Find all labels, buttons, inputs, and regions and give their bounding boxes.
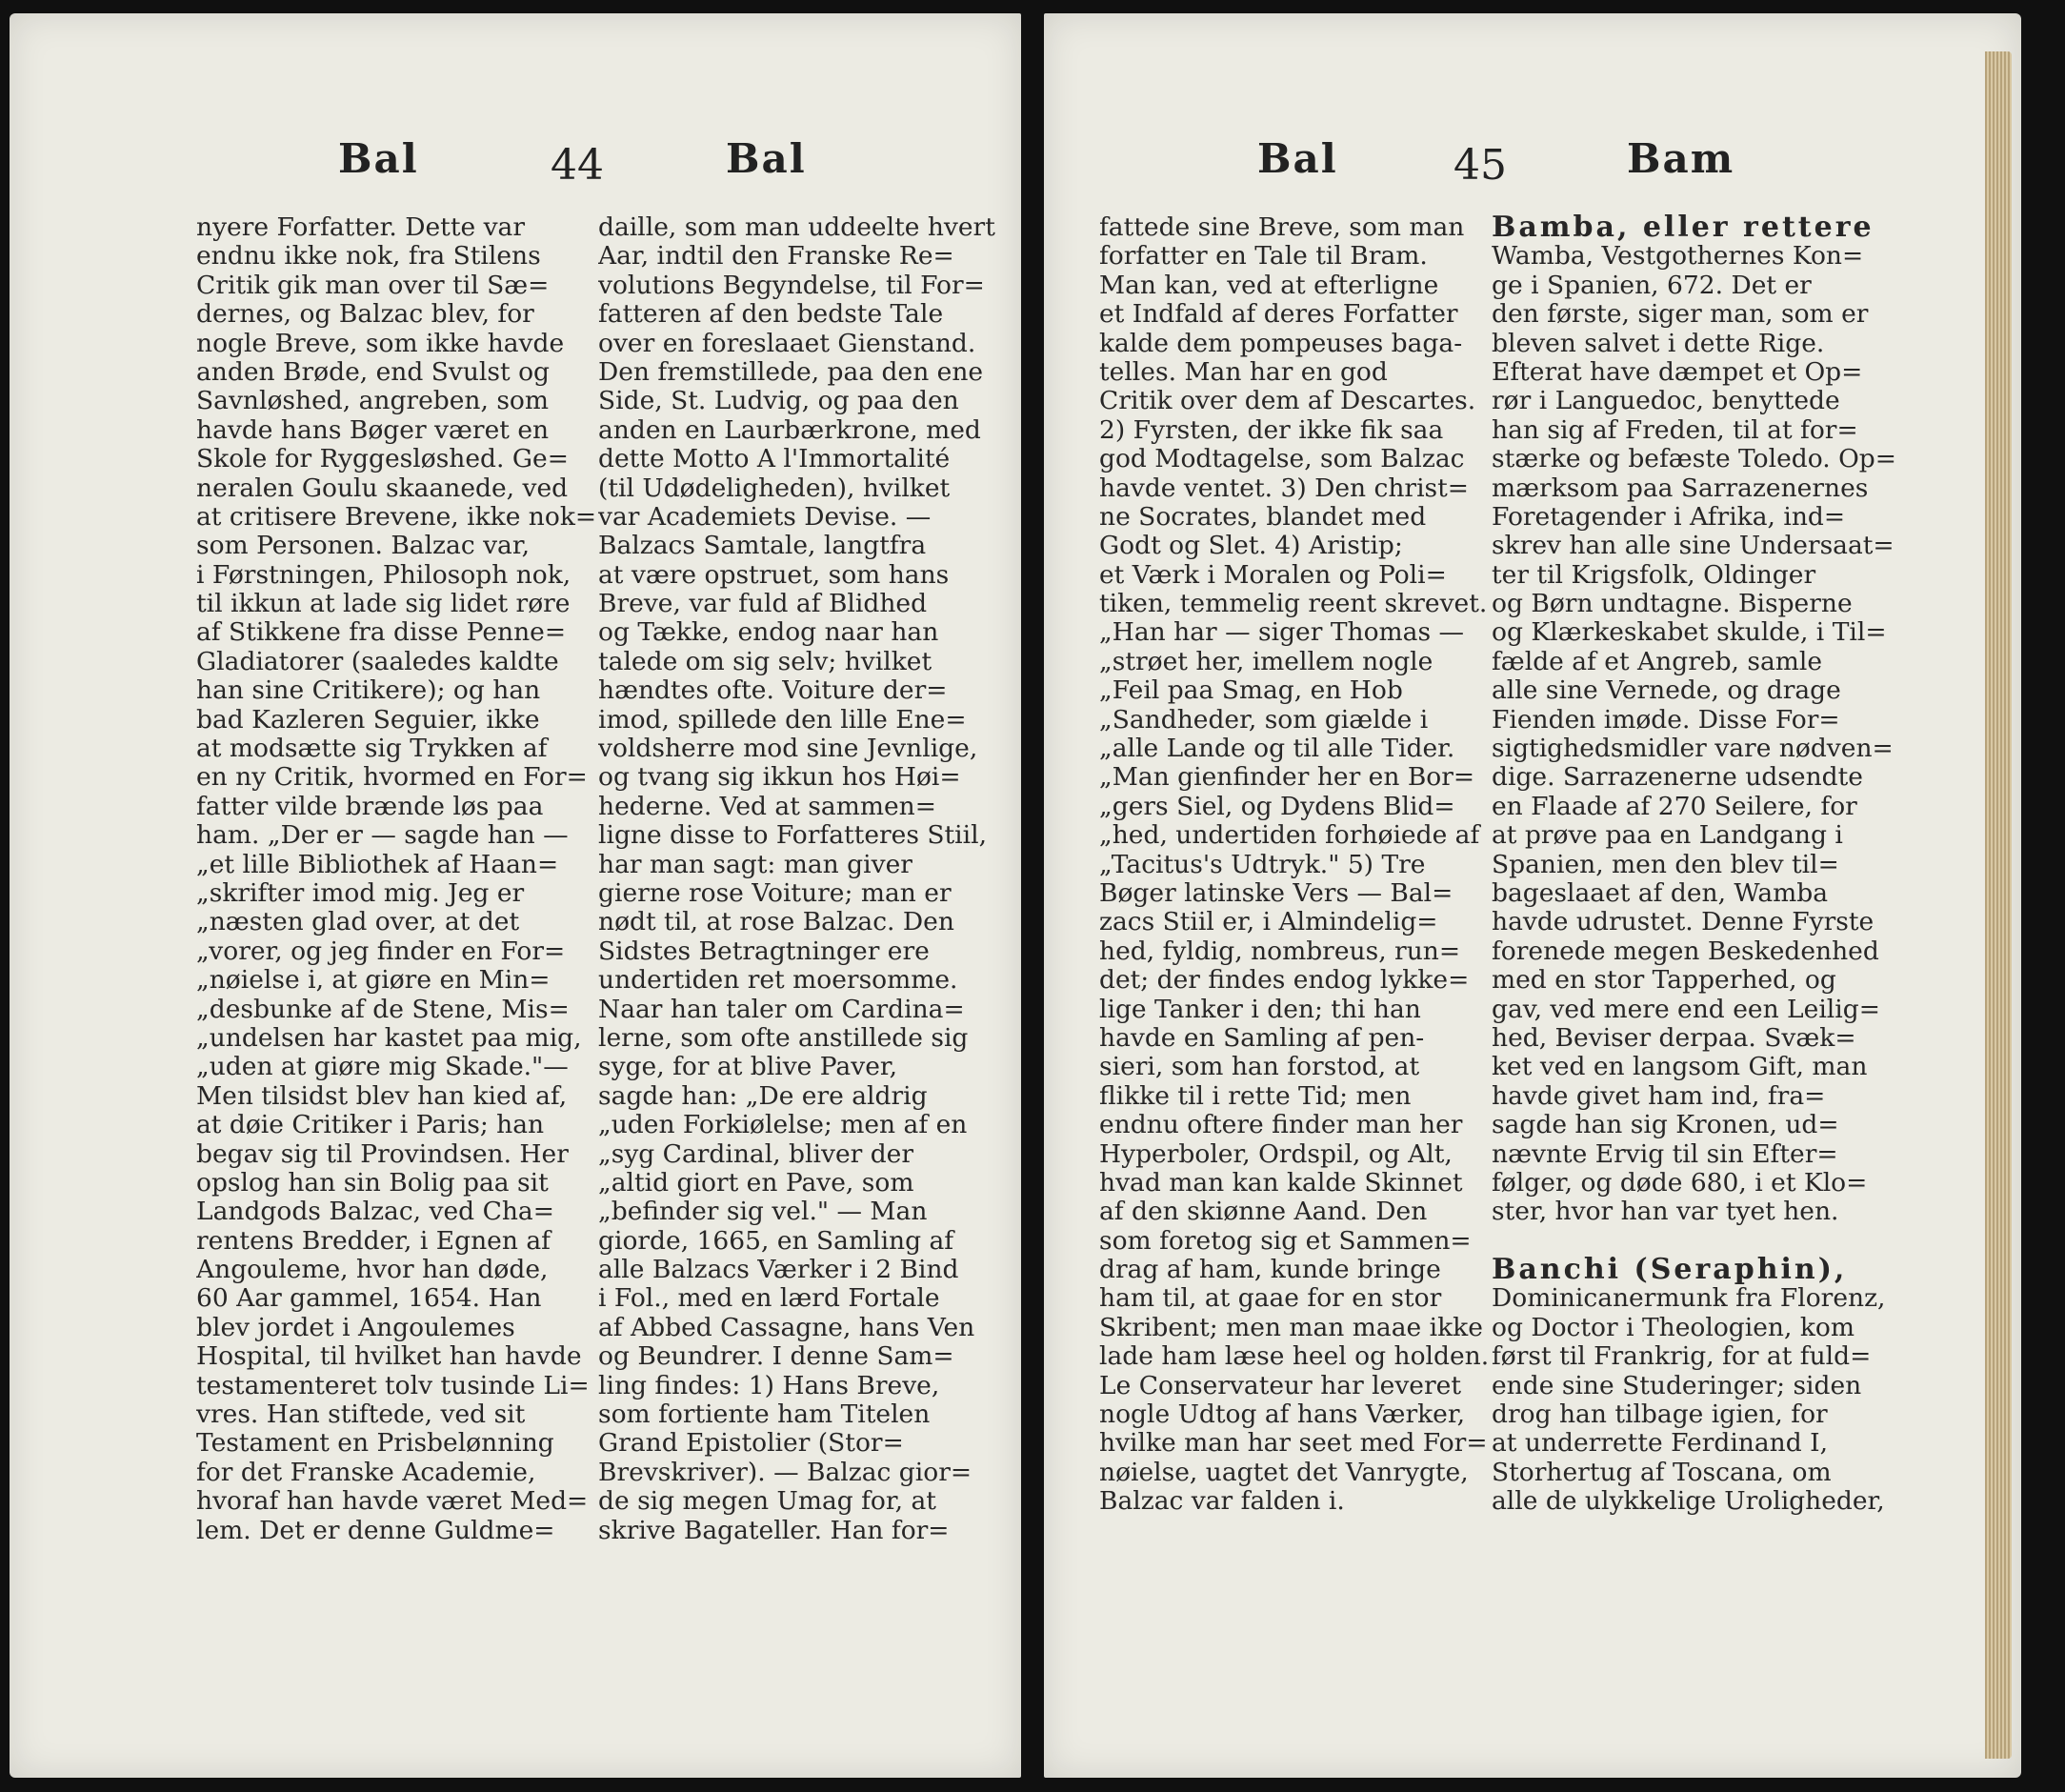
text-line: „Sandheder, som giælde i <box>1099 705 1429 735</box>
text-line: af Abbed Cassagne, hans Ven <box>598 1313 975 1342</box>
text-line: har man sagt: man giver <box>598 850 912 879</box>
text-line: „Han har — siger Thomas — <box>1099 618 1464 648</box>
text-line: „strøet her, imellem nogle <box>1099 647 1433 676</box>
text-line: gav, ved mere end een Leilig= <box>1492 995 1880 1024</box>
text-line: stærke og befæste Toledo. Op= <box>1492 445 1896 474</box>
text-line: „altid giort en Pave, som <box>598 1168 914 1198</box>
text-line: han sine Critikere); og han <box>196 676 541 706</box>
text-line: Savnløshed, angreben, som <box>196 387 550 416</box>
text-line: først til Frankrig, for at fuld= <box>1492 1342 1872 1372</box>
text-line: 60 Aar gammel, 1654. Han <box>196 1284 542 1314</box>
text-line: alle Balzacs Værker i 2 Bind <box>598 1256 959 1285</box>
text-line: ket ved en langsom Gift, man <box>1492 1053 1868 1082</box>
text-line: den første, siger man, som er <box>1492 300 1869 330</box>
text-line: 2) Fyrsten, der ikke fik saa <box>1099 415 1444 445</box>
text-line: et Værk i Moralen og Poli= <box>1099 560 1447 590</box>
text-line: kalde dem pompeuses baga- <box>1099 329 1463 358</box>
text-line: havde givet ham ind, fra= <box>1492 1081 1826 1111</box>
text-line: fatter vilde brænde løs paa <box>196 792 544 821</box>
text-line: ende sine Studeringer; siden <box>1492 1371 1862 1400</box>
text-line: volutions Begyndelse, til For= <box>598 271 985 300</box>
text-line: dige. Sarrazenerne udsendte <box>1492 763 1863 793</box>
text-line: imod, spillede den lille Ene= <box>598 705 967 735</box>
text-line: anden en Laurbærkrone, med <box>598 415 981 445</box>
text-line: hændtes ofte. Voiture der= <box>598 676 948 706</box>
text-line: som fortiente ham Titelen <box>598 1400 931 1430</box>
text-line: Hospital, til hvilket han havde <box>196 1342 582 1372</box>
text-line: zacs Stiil er, i Almindelig= <box>1099 908 1438 937</box>
text-line: „desbunke af de Stene, Mis= <box>196 995 570 1024</box>
text-line: hederne. Ved at sammen= <box>598 792 936 821</box>
text-line: giorde, 1665, en Samling af <box>598 1226 954 1256</box>
text-line: flikke til i rette Tid; men <box>1099 1081 1412 1111</box>
text-line: Skole for Ryggesløshed. Ge= <box>196 445 569 474</box>
text-line: Hyperboler, Ordspil, og Alt, <box>1099 1139 1453 1169</box>
text-line: Balzac var falden i. <box>1099 1487 1345 1517</box>
text-line: Testament en Prisbelønning <box>196 1429 554 1459</box>
text-line: sagde han sig Kronen, ud= <box>1492 1111 1839 1140</box>
text-line: sigtighedsmidler vare nødven= <box>1492 735 1894 764</box>
text-line: havde udrustet. Denne Fyrste <box>1492 908 1875 937</box>
page-number: 45 <box>1454 141 1507 190</box>
text-line: ster, hvor han var tyet hen. <box>1492 1198 1839 1227</box>
text-line: Critik gik man over til Sæ= <box>196 271 550 300</box>
text-line: dernes, og Balzac blev, for <box>196 300 534 330</box>
text-line: Breve, var fuld af Blidhed <box>598 590 928 619</box>
text-line: Banchi (Seraphin), <box>1492 1256 1848 1285</box>
text-line: var Academiets Devise. — <box>598 502 932 532</box>
text-line: med en stor Tapperhed, og <box>1492 966 1836 996</box>
text-line: Godt og Slet. 4) Aristip; <box>1099 532 1403 561</box>
text-line: rør i Languedoc, benyttede <box>1492 387 1840 416</box>
text-line: nøielse, uagtet det Vanrygte, <box>1099 1458 1469 1487</box>
text-line: sagde han: „De ere aldrig <box>598 1081 928 1111</box>
text-line: og Tække, endog naar han <box>598 618 939 648</box>
running-head-left: Bal <box>1257 135 1338 182</box>
text-line: nødt til, at rose Balzac. Den <box>598 908 954 937</box>
text-line: for det Franske Academie, <box>196 1458 536 1487</box>
text-line: bageslaaet af den, Wamba <box>1492 878 1829 908</box>
text-column-1 <box>1099 213 1489 1517</box>
text-line: syge, for at blive Paver, <box>598 1053 898 1082</box>
text-line: bad Kazleren Seguier, ikke <box>196 705 540 735</box>
text-line: Naar han taler om Cardina= <box>598 995 965 1024</box>
text-line: „hed, undertiden forhøiede af <box>1099 821 1480 851</box>
text-line: Side, St. Ludvig, og paa den <box>598 387 959 416</box>
text-line: at critisere Brevene, ikke nok= <box>196 502 597 532</box>
text-line: ne Socrates, blandet med <box>1099 502 1427 532</box>
text-line: fatteren af den bedste Tale <box>598 300 944 330</box>
text-line: „befinder sig vel." — Man <box>598 1198 928 1227</box>
text-line: ter til Krigsfolk, Oldinger <box>1492 560 1816 590</box>
text-line: et Indfald af deres Forfatter <box>1099 300 1458 330</box>
text-line: telles. Man har en god <box>1099 357 1388 387</box>
text-line: Grand Epistolier (Stor= <box>598 1429 904 1459</box>
text-line: undertiden ret moersomme. <box>598 966 958 996</box>
text-line: ham. „Der er — sagde han — <box>196 821 569 851</box>
text-line: Men tilsidst blev han kied af, <box>196 1081 568 1111</box>
text-line: tiken, temmelig reent skrevet. <box>1099 590 1488 619</box>
text-line: at modsætte sig Trykken af <box>196 735 548 764</box>
text-line: daille, som man uddeelte hvert <box>598 213 995 242</box>
text-line: og tvang sig ikkun hos Høi= <box>598 763 961 793</box>
text-line: sieri, som han forstod, at <box>1099 1053 1420 1082</box>
running-head-left: Bal <box>338 135 419 182</box>
text-line: blev jordet i Angoulemes <box>196 1313 515 1342</box>
text-line: ham til, at gaae for en stor <box>1099 1284 1442 1314</box>
text-line: drog han tilbage igien, for <box>1492 1400 1828 1430</box>
text-line: nyere Forfatter. Dette var <box>196 213 526 242</box>
text-column-1 <box>196 213 596 1545</box>
text-line: hed, Beviser derpaa. Svæk= <box>1492 1023 1856 1053</box>
text-line <box>1492 1227 1896 1256</box>
text-line: som Personen. Balzac var, <box>196 532 531 561</box>
text-line: at prøve paa en Landgang i <box>1492 821 1843 851</box>
text-line: fælde af et Angreb, samle <box>1492 647 1823 676</box>
text-line: i Førstningen, Philosoph nok, <box>196 560 571 590</box>
text-line: dette Motto A l'Immortalité <box>598 445 951 474</box>
text-line: Storhertug af Toscana, om <box>1492 1458 1832 1487</box>
text-line: hvoraf han havde været Med= <box>196 1487 589 1517</box>
text-line: „gers Siel, og Dydens Blid= <box>1099 792 1455 821</box>
text-line: ligne disse to Forfatteres Stiil, <box>598 821 988 851</box>
text-column-2 <box>598 213 995 1545</box>
text-line: at være opstruet, som hans <box>598 560 950 590</box>
text-line: mærksom paa Sarrazenernes <box>1492 473 1869 503</box>
text-line: fattede sine Breve, som man <box>1099 213 1465 242</box>
text-line: skrev han alle sine Undersaat= <box>1492 532 1895 561</box>
text-line: alle de ulykkelige Uroligheder, <box>1492 1487 1885 1517</box>
text-line: Man kan, ved at efterligne <box>1099 271 1439 300</box>
text-line: lem. Det er denne Guldme= <box>196 1516 555 1545</box>
text-line: „uden at giøre mig Skade."— <box>196 1053 569 1082</box>
text-line: „alle Lande og til alle Tider. <box>1099 735 1455 764</box>
text-line: „syg Cardinal, bliver der <box>598 1139 914 1169</box>
text-line: havde en Samling af pen- <box>1099 1023 1425 1053</box>
text-line: (til Udødeligheden), hvilket <box>598 473 951 503</box>
text-line: de sig megen Umag for, at <box>598 1487 936 1517</box>
text-line: en Flaade af 270 Seilere, for <box>1492 792 1857 821</box>
text-line: Bamba, eller rettere <box>1492 213 1875 243</box>
text-line: af Stikkene fra disse Penne= <box>196 618 567 648</box>
text-line: begav sig til Provindsen. Her <box>196 1139 569 1169</box>
text-line: „et lille Bibliothek af Haan= <box>196 850 559 879</box>
text-line: gierne rose Voiture; man er <box>598 878 952 908</box>
text-column-2 <box>1492 213 1896 1517</box>
text-line: havde ventet. 3) Den christ= <box>1099 473 1470 503</box>
text-line: hvad man kan kalde Skinnet <box>1099 1168 1463 1198</box>
text-line: af den skiønne Aand. Den <box>1099 1198 1428 1227</box>
text-line: Spanien, men den blev til= <box>1492 850 1839 879</box>
text-line: Le Conservateur har leveret <box>1099 1371 1461 1400</box>
text-line: Wamba, Vestgothernes Kon= <box>1492 242 1864 272</box>
text-line: hvilke man har seet med For= <box>1099 1429 1488 1459</box>
text-line: Brevskriver). — Balzac gior= <box>598 1458 972 1487</box>
right-page <box>1044 13 2021 1778</box>
text-line: lige Tanker i den; thi han <box>1099 995 1421 1024</box>
text-line: ge i Spanien, 672. Det er <box>1492 271 1812 300</box>
text-line: følger, og døde 680, i et Klo= <box>1492 1168 1868 1198</box>
text-line: „næsten glad over, at det <box>196 908 520 937</box>
text-line: „vorer, og jeg finder en For= <box>196 936 566 966</box>
text-line: lade ham læse heel og holden. <box>1099 1342 1490 1372</box>
text-line: ling findes: 1) Hans Breve, <box>598 1371 940 1400</box>
text-line: Efterat have dæmpet et Op= <box>1492 357 1863 387</box>
text-line: Landgods Balzac, ved Cha= <box>196 1198 554 1227</box>
text-line: nogle Udtog af hans Værker, <box>1099 1400 1466 1430</box>
text-line: endnu oftere finder man her <box>1099 1111 1463 1140</box>
text-line: Bøger latinske Vers — Bal= <box>1099 878 1454 908</box>
running-head-right: Bal <box>726 135 807 182</box>
text-line: voldsherre mod sine Jevnlige, <box>598 735 978 764</box>
text-line: Fienden imøde. Disse For= <box>1492 705 1840 735</box>
text-line: i Fol., med en lærd Fortale <box>598 1284 940 1314</box>
text-line: testamenteret tolv tusinde Li= <box>196 1371 590 1400</box>
text-line: han sig af Freden, til at for= <box>1492 415 1858 445</box>
text-line: Balzacs Samtale, langtfra <box>598 532 927 561</box>
text-line: vres. Han stiftede, ved sit <box>196 1400 526 1430</box>
text-line: Sidstes Betragtninger ere <box>598 936 930 966</box>
text-line: bleven salvet i dette Rige. <box>1492 329 1825 358</box>
text-line: Dominicanermunk fra Florenz, <box>1492 1284 1886 1314</box>
text-line: over en foreslaaet Gienstand. <box>598 329 976 358</box>
text-line: Skribent; men man maae ikke <box>1099 1313 1483 1342</box>
text-line: god Modtagelse, som Balzac <box>1099 445 1465 474</box>
page-edge <box>1985 51 2012 1759</box>
text-line: Foretagender i Afrika, ind= <box>1492 502 1846 532</box>
text-line: nævnte Ervig til sin Efter= <box>1492 1139 1838 1169</box>
text-line: Gladiatorer (saaledes kaldte <box>196 647 559 676</box>
text-line: anden Brøde, end Svulst og <box>196 357 550 387</box>
page-number: 44 <box>551 141 604 190</box>
text-line: og Klærkeskabet skulde, i Til= <box>1492 618 1887 648</box>
text-line: som foretog sig et Sammen= <box>1099 1226 1472 1256</box>
text-line: neralen Goulu skaanede, ved <box>196 473 569 503</box>
text-line: at underrette Ferdinand I, <box>1492 1429 1829 1459</box>
text-line: „Man gienfinder her en Bor= <box>1099 763 1475 793</box>
text-line: opslog han sin Bolig paa sit <box>196 1168 549 1198</box>
text-line: rentens Bredder, i Egnen af <box>196 1226 551 1256</box>
text-line: „uden Forkiølelse; men af en <box>598 1111 968 1140</box>
text-line: en ny Critik, hvormed en For= <box>196 763 588 793</box>
text-line: „nøielse i, at giøre en Min= <box>196 966 551 996</box>
running-head-right: Bam <box>1627 135 1735 182</box>
text-line: forenede megen Beskedenhed <box>1492 936 1879 966</box>
text-line: hed, fyldig, nombreus, run= <box>1099 936 1461 966</box>
text-line: alle sine Vernede, og drage <box>1492 676 1841 706</box>
left-page <box>10 13 1021 1778</box>
text-line: Aar, indtil den Franske Re= <box>598 242 954 272</box>
text-line: „undelsen har kastet paa mig, <box>196 1023 582 1053</box>
text-line: Critik over dem af Descartes. <box>1099 387 1476 416</box>
text-line: forfatter en Tale til Bram. <box>1099 242 1428 272</box>
text-line: til ikkun at lade sig lidet røre <box>196 590 571 619</box>
text-line: „Feil paa Smag, en Hob <box>1099 676 1403 706</box>
text-line: og Børn undtagne. Bisperne <box>1492 590 1853 619</box>
text-line: talede om sig selv; hvilket <box>598 647 932 676</box>
text-line: skrive Bagateller. Han for= <box>598 1516 950 1545</box>
text-line: at døie Critiker i Paris; han <box>196 1111 545 1140</box>
text-line: Angouleme, hvor han døde, <box>196 1256 549 1285</box>
text-line: lerne, som ofte anstillede sig <box>598 1023 969 1053</box>
text-line: det; der findes endog lykke= <box>1099 966 1470 996</box>
text-line: „Tacitus's Udtryk." 5) Tre <box>1099 850 1426 879</box>
text-line: drag af ham, kunde bringe <box>1099 1256 1441 1285</box>
text-line: Den fremstillede, paa den ene <box>598 357 984 387</box>
text-line: endnu ikke nok, fra Stilens <box>196 242 541 272</box>
text-line: og Beundrer. I denne Sam= <box>598 1342 954 1372</box>
text-line: og Doctor i Theologien, kom <box>1492 1313 1854 1342</box>
text-line: nogle Breve, som ikke havde <box>196 329 565 358</box>
text-line: havde hans Bøger været en <box>196 415 550 445</box>
text-line: „skrifter imod mig. Jeg er <box>196 878 525 908</box>
